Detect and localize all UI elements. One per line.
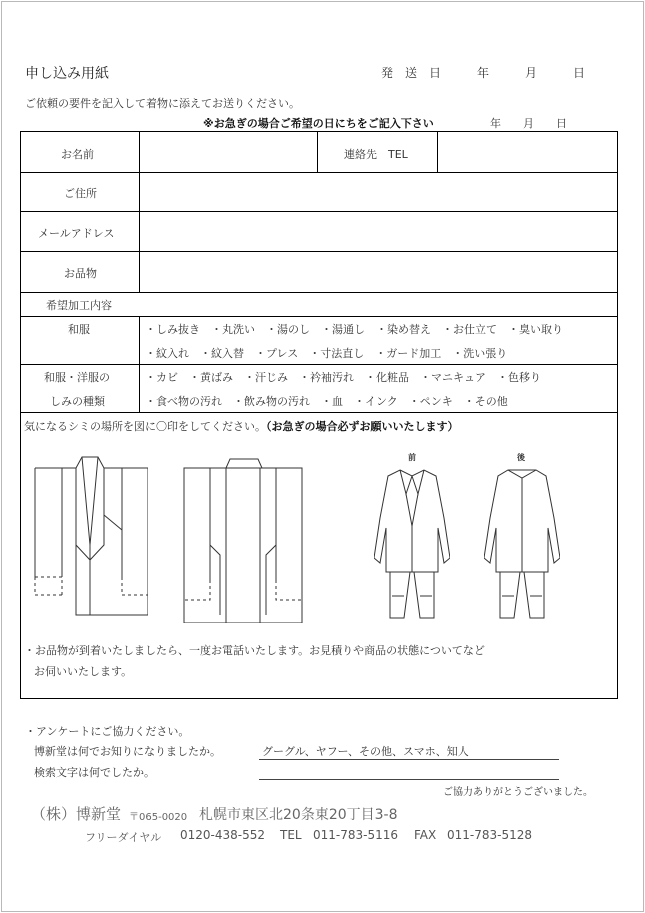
- address-field[interactable]: [141, 174, 616, 210]
- wafuku-label: 和服: [68, 323, 90, 336]
- free-dial-number[interactable]: 0120-438-552: [180, 828, 266, 842]
- thanks-text: ご協力ありがとうございました。: [443, 787, 593, 798]
- arrival-note-line2: お伺いいたします。: [34, 665, 133, 678]
- suit-back-illustration[interactable]: [484, 468, 560, 620]
- survey-intro: ・アンケートにご協力ください。: [25, 725, 190, 738]
- contact-tel-label: 連絡先 TEL: [344, 148, 408, 161]
- survey-question-1: 博新堂は何でお知りになりましたか。: [34, 745, 221, 758]
- kimono-front-illustration[interactable]: [32, 455, 148, 620]
- urgent-date: 年 月 日: [490, 117, 567, 130]
- stain-type-label-1: 和服・洋服の: [44, 371, 110, 384]
- urgent-note: ※お急ぎの場合ご希望の日にちをご記入下さい: [203, 117, 434, 130]
- company-name: （株）博新堂: [31, 805, 122, 823]
- processing-label: 希望加工内容: [46, 299, 112, 312]
- address-label: ご住所: [64, 187, 97, 200]
- back-label: 後: [517, 453, 525, 462]
- email-field[interactable]: [141, 213, 616, 250]
- postal-code: 〒065-0020: [129, 812, 188, 823]
- ship-date: 発 送 日 年 月 日: [381, 66, 586, 80]
- fax-number: 011-783-5128: [447, 828, 533, 842]
- arrival-note-line1: ・お品物が到着いたしましたら、一度お電話いたします。お見積りや商品の状態についてなど: [24, 644, 485, 657]
- fax-label: FAX: [414, 828, 437, 842]
- tel-field[interactable]: [439, 133, 616, 171]
- email-label: メールアドレス: [38, 227, 115, 240]
- tel-label: TEL: [280, 828, 302, 842]
- stain-options-line2[interactable]: ・食べ物の汚れ ・飲み物の汚れ ・血 ・インク ・ペンキ ・その他: [145, 395, 508, 408]
- name-label: お名前: [61, 148, 94, 161]
- suit-front-illustration[interactable]: [374, 468, 450, 620]
- wafuku-options-line2[interactable]: ・紋入れ ・紋入替 ・プレス ・寸法直し ・ガード加工 ・洗い張り: [145, 347, 508, 360]
- survey-answer-options[interactable]: グーグル、ヤフー、その他、スマホ、知人: [262, 745, 469, 758]
- stain-type-label-2: しみの種類: [50, 395, 105, 408]
- mark-instruction: 気になるシミの場所を図に〇印をしてください。（お急ぎの場合必ずお願いいたします）: [24, 420, 459, 433]
- item-field[interactable]: [141, 253, 616, 291]
- wafuku-options-line1[interactable]: ・しみ抜き ・丸洗い ・湯のし ・湯通し ・染め替え ・お仕立て ・臭い取り: [145, 323, 563, 336]
- free-dial-label: フリーダイヤル: [85, 831, 162, 844]
- front-label: 前: [408, 453, 416, 462]
- stain-options-line1[interactable]: ・カビ ・黄ばみ ・汗じみ ・衿袖汚れ ・化粧品 ・マニキュア ・色移り: [145, 371, 541, 384]
- name-field[interactable]: [141, 133, 316, 171]
- item-label: お品物: [64, 267, 97, 280]
- survey-answer-1-underline: [259, 759, 559, 760]
- survey-question-2: 検索文字は何でしたか。: [34, 766, 155, 779]
- kimono-back-illustration[interactable]: [180, 455, 306, 623]
- instruction-text: ご依頼の要件を記入して着物に添えてお送りください。: [25, 97, 300, 110]
- company-address: 札幌市東区北20条東20丁目3-8: [199, 807, 398, 823]
- form-title: 申し込み用紙: [25, 66, 109, 82]
- survey-answer-2-field[interactable]: [259, 779, 559, 780]
- tel-number[interactable]: 011-783-5116: [313, 828, 399, 842]
